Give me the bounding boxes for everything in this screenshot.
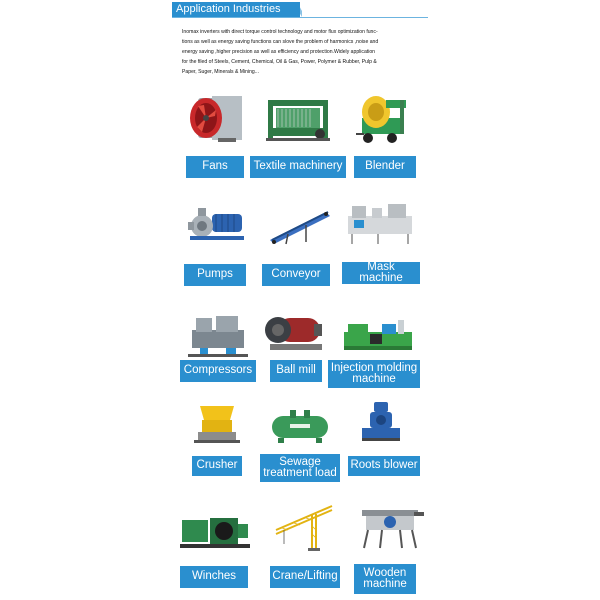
industry-label-injection-molding-machine: Injection molding machine — [328, 360, 420, 388]
industry-label-crane-lifting: Crane/Lifting — [270, 566, 340, 588]
industry-label-textile-machinery: Textile machinery — [250, 156, 346, 178]
industry-label-wooden-machine: Wooden machine — [354, 564, 416, 594]
pump-icon — [184, 204, 248, 244]
loom-icon — [262, 96, 334, 144]
crusher-icon — [190, 400, 244, 446]
intro-paragraph — [182, 27, 422, 77]
intro-line: Inomax inverters with direct torque control technology and motor flux optimization func- — [182, 29, 378, 35]
injection-molding-icon — [342, 318, 414, 354]
mask-machine-icon — [344, 200, 416, 248]
roots-blower-icon — [360, 398, 404, 446]
compressor-icon — [186, 310, 250, 358]
intro-line: tions as well as energy saving functions can slove the problem of harmonics ,noise and — [182, 39, 379, 45]
sewage-tank-icon — [268, 406, 332, 446]
industry-label-conveyor: Conveyor — [262, 264, 330, 286]
concrete-mixer-icon — [352, 90, 412, 146]
industry-label-blender: Blender — [354, 156, 416, 178]
industry-label-sewage-treatment-load: Sewage treatment load — [260, 454, 340, 482]
section-title: Application Industries — [172, 2, 300, 17]
industry-label-ball-mill: Ball mill — [270, 360, 322, 382]
intro-line: energy saving ,higher precision as well as efficiency and protection.Widely application — [182, 49, 376, 55]
intro-line: for the filed of Steels, Cement, Chemical, Oil & Gas, Power, Polymer & Rubber, Pulp & — [182, 59, 377, 65]
industry-label-mask-machine: Mask machine — [342, 262, 420, 284]
industry-label-fans: Fans — [186, 156, 244, 178]
industry-label-pumps: Pumps — [184, 264, 246, 286]
tower-crane-icon — [268, 500, 338, 552]
industry-label-roots-blower: Roots blower — [348, 456, 420, 476]
ball-mill-icon — [264, 310, 326, 354]
winch-icon — [178, 510, 252, 550]
intro-line: Paper, Suger, Minerals & Mining... — [182, 69, 260, 75]
header-divider — [172, 17, 428, 18]
industry-label-compressors: Compressors — [180, 360, 256, 382]
industry-label-winches: Winches — [180, 566, 248, 588]
header-chevron-icon — [282, 2, 302, 17]
woodworking-machine-icon — [354, 500, 426, 552]
industry-label-crusher: Crusher — [192, 456, 242, 476]
fan-icon — [188, 90, 244, 146]
conveyor-icon — [266, 206, 332, 246]
